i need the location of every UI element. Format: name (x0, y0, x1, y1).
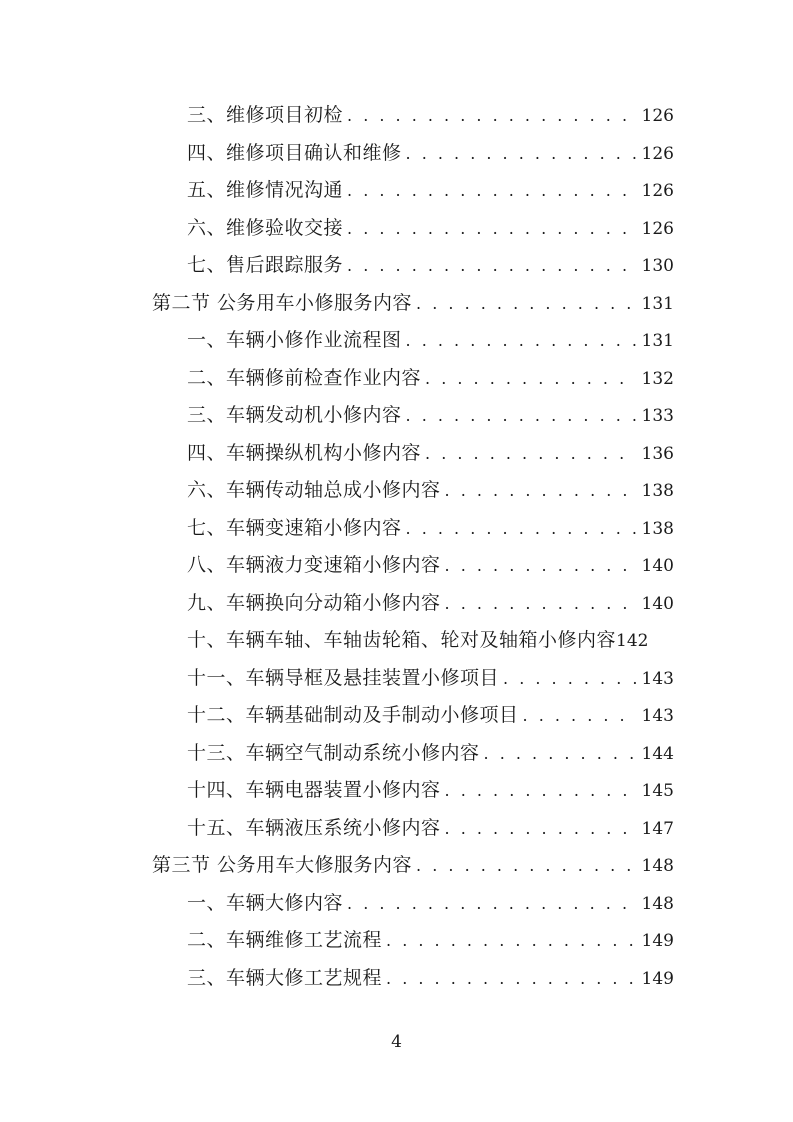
toc-entry-page: 145 (641, 781, 674, 801)
toc-leader-dots (347, 101, 636, 131)
toc-entry-page: 140 (641, 593, 674, 614)
toc-entry-title: 二、车辆维修工艺流程 (187, 929, 383, 951)
toc-entry[interactable] (187, 550, 674, 580)
toc-entry-title: 三、车辆大修工艺规程 (187, 966, 383, 989)
toc-leader-dots (416, 289, 636, 319)
toc-entry-page: 131 (641, 293, 674, 314)
toc-entry-page: 136 (641, 443, 674, 464)
toc-entry-title: 二、车辆修前检查作业内容 (187, 366, 422, 389)
toc-entry-title: 三、维修项目初检 (187, 104, 344, 126)
toc-leader-dots (425, 364, 636, 394)
toc-entry[interactable] (187, 775, 674, 805)
toc-leader-dots (416, 851, 636, 881)
toc-leader-dots (445, 776, 636, 806)
toc-entry-page: 149 (641, 968, 674, 989)
toc-entry[interactable] (187, 700, 674, 730)
toc-leader-dots (347, 889, 636, 919)
toc-entry[interactable] (187, 400, 674, 430)
toc-leader-dots (406, 326, 636, 356)
toc-entry-page: 131 (641, 331, 674, 351)
toc-entry-title: 四、车辆操纵机构小修内容 (187, 441, 422, 464)
toc-leader-dots (503, 664, 636, 694)
toc-entry[interactable] (187, 475, 674, 505)
page-number: 4 (391, 1032, 402, 1052)
toc-entry-page: 142 (616, 631, 649, 651)
toc-entry-title: 十三、车辆空气制动系统小修内容 (187, 741, 480, 764)
toc-leader-dots (425, 439, 636, 469)
toc-leader-dots (406, 514, 636, 544)
toc-entry-page: 132 (641, 368, 674, 389)
toc-entry-title: 十五、车辆液压系统小修内容 (187, 816, 441, 839)
toc-entry[interactable] (187, 438, 674, 468)
toc-entry[interactable] (187, 813, 674, 843)
toc-entry-page: 126 (641, 218, 674, 239)
toc-leader-dots (445, 476, 636, 506)
toc-entry-page: 138 (641, 518, 674, 539)
toc-entry-page: 143 (641, 668, 674, 689)
toc-leader-dots (484, 739, 636, 769)
toc-leader-dots (445, 551, 636, 581)
toc-entry[interactable] (187, 325, 674, 355)
toc-entry[interactable] (187, 250, 674, 280)
toc-entry-page: 133 (641, 406, 674, 426)
toc-entry-title: 三、车辆发动机小修内容 (187, 404, 402, 426)
toc-entry[interactable] (187, 138, 674, 168)
toc-entry-title: 八、车辆液力变速箱小修内容 (187, 554, 441, 576)
toc-entry-page: 126 (641, 181, 674, 201)
toc-entry-title: 七、车辆变速箱小修内容 (187, 516, 402, 539)
toc-leader-dots (406, 139, 636, 169)
toc-entry-title: 四、维修项目确认和维修 (187, 141, 402, 164)
toc-entry[interactable] (187, 888, 674, 918)
toc-entry-title: 十一、车辆导框及悬挂装置小修项目 (187, 666, 500, 689)
toc-entry-page: 130 (641, 256, 674, 276)
toc-leader-dots (386, 964, 636, 994)
toc-entry[interactable] (187, 175, 674, 205)
toc-entry-page: 126 (641, 143, 674, 164)
toc-entry[interactable] (187, 663, 674, 693)
toc-entry-title: 一、车辆大修内容 (187, 891, 344, 914)
toc-entry-title: 六、维修验收交接 (187, 216, 344, 239)
toc-entry[interactable] (187, 513, 674, 543)
toc-entry-page: 149 (641, 931, 674, 951)
toc-entry[interactable] (187, 363, 674, 393)
toc-entry[interactable] (187, 963, 674, 993)
toc-entry-title: 六、车辆传动轴总成小修内容 (187, 479, 441, 501)
toc-entry-page: 140 (641, 556, 674, 576)
toc-entry-title: 一、车辆小修作业流程图 (187, 329, 402, 351)
toc-entry-title: 五、维修情况沟通 (187, 179, 344, 201)
toc-entry[interactable] (187, 738, 674, 768)
toc-leader-dots (347, 214, 636, 244)
toc-leader-dots (445, 814, 636, 844)
toc-leader-dots (406, 401, 636, 431)
toc-leader-dots (347, 251, 636, 281)
toc-entry[interactable] (187, 625, 674, 655)
toc-leader-dots (445, 589, 636, 619)
toc-entry-title: 第二节 公务用车小修服务内容 (152, 291, 413, 314)
toc-entry-title: 十二、车辆基础制动及手制动小修项目 (187, 704, 519, 726)
toc-entry[interactable] (187, 588, 674, 618)
toc-entry-page: 126 (641, 106, 674, 126)
toc-entry-page: 138 (641, 481, 674, 501)
toc-entry[interactable] (152, 288, 674, 318)
toc-entry[interactable] (187, 100, 674, 130)
toc-entry-title: 九、车辆换向分动箱小修内容 (187, 591, 441, 614)
toc-entry-page: 143 (641, 706, 674, 726)
toc-entry-title: 十四、车辆电器装置小修内容 (187, 779, 441, 801)
toc-entry[interactable] (152, 850, 674, 880)
toc-entry[interactable] (187, 213, 674, 243)
toc-entry-page: 148 (641, 893, 674, 914)
toc-leader-dots (523, 701, 636, 731)
toc-entry-page: 147 (641, 818, 674, 839)
toc-entry-title: 十、车辆车轴、车轴齿轮箱、轮对及轴箱小修内容 (187, 629, 617, 651)
toc-entry[interactable] (187, 925, 674, 955)
toc-entry-title: 七、售后跟踪服务 (187, 254, 344, 276)
toc-entry-page: 144 (641, 743, 674, 764)
toc-leader-dots (347, 176, 636, 206)
toc-leader-dots (386, 926, 636, 956)
toc-entry-page: 148 (641, 856, 674, 876)
toc-entry-title: 第三节 公务用车大修服务内容 (152, 854, 413, 876)
